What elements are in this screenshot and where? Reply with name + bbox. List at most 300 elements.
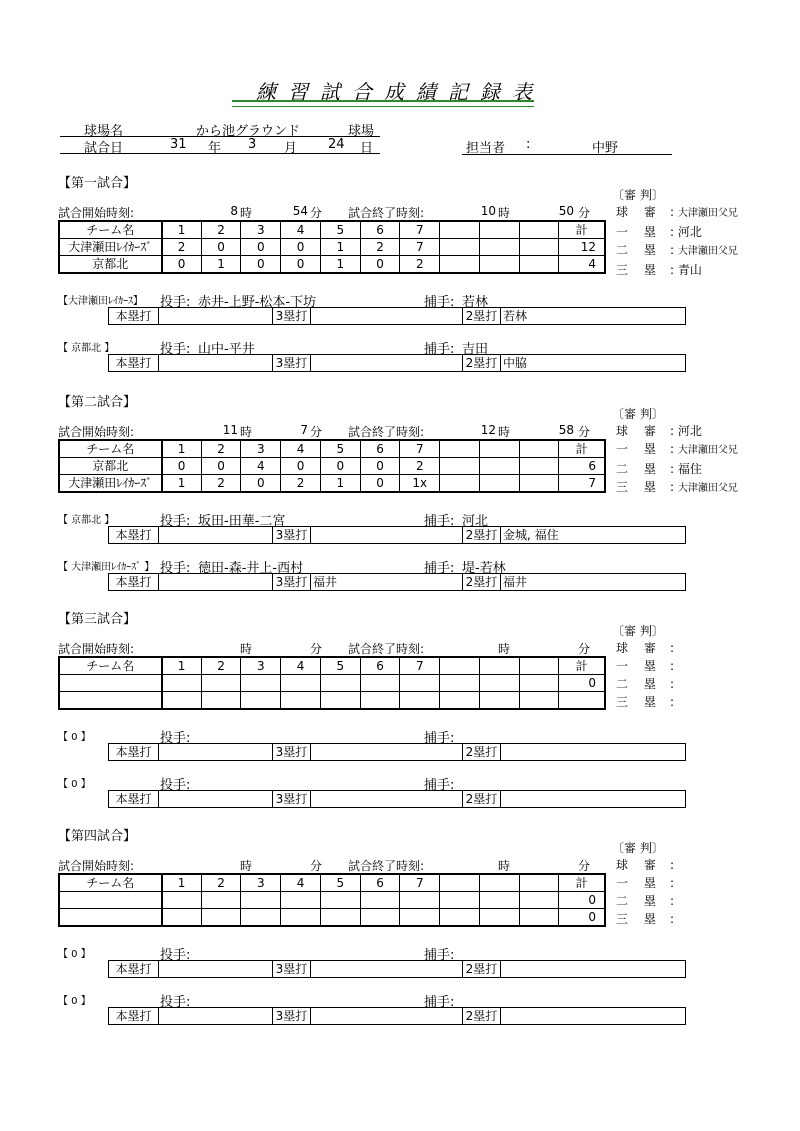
team-name — [59, 692, 162, 710]
inning-score: 2 — [201, 475, 241, 493]
empty-cell — [440, 239, 480, 256]
start-time-label: 試合開始時刻: — [58, 859, 135, 873]
inning-score: 1 — [162, 475, 202, 493]
inning-header: 7 — [400, 874, 440, 892]
umpire-colon: : — [670, 205, 675, 219]
inning-score — [162, 892, 202, 909]
empty-cell — [440, 458, 480, 475]
empty-cell — [479, 221, 519, 239]
catcher-label: 捕手: — [424, 295, 455, 310]
home-run-label: 本塁打 — [109, 961, 159, 978]
empty-cell — [440, 675, 480, 692]
venue-suffix: 球場 — [348, 124, 375, 139]
triple-players — [311, 791, 463, 808]
empty-cell — [519, 475, 559, 493]
double-players: 中脇 — [501, 355, 686, 372]
empty-cell — [479, 657, 519, 675]
hits-row — [109, 308, 686, 325]
inning-score — [241, 692, 281, 710]
inning-score — [241, 909, 281, 927]
inning-score — [400, 692, 440, 710]
manager-name: 中野 — [592, 141, 619, 156]
start-hour: 8 — [230, 204, 238, 218]
scoreboard-row — [59, 892, 605, 909]
triple-players — [311, 527, 463, 544]
team-name — [59, 892, 162, 909]
inning-score: 0 — [162, 458, 202, 475]
empty-cell — [479, 675, 519, 692]
home-run-players — [159, 961, 273, 978]
triple-label: 3塁打 — [273, 527, 311, 544]
pitcher-label: 投手: — [160, 731, 191, 746]
inning-score: 2 — [360, 239, 400, 256]
inning-score: 0 — [241, 256, 281, 274]
end-minute-unit: 分 — [578, 642, 591, 656]
team-name: 京都北 — [59, 256, 162, 274]
inning-score: 7 — [400, 239, 440, 256]
catcher-label: 捕手: — [424, 514, 455, 529]
inning-score: 1 — [320, 239, 360, 256]
umpire-position: 二 塁 — [616, 462, 662, 476]
double-players — [501, 791, 686, 808]
empty-cell — [479, 475, 519, 493]
umpire-row — [616, 892, 674, 910]
start-hour: 11 — [222, 423, 238, 437]
umpire-name: 大津瀬田父兄 — [677, 445, 738, 456]
inning-score: 0 — [241, 475, 281, 493]
team-name-header: チーム名 — [59, 657, 162, 675]
total-header: 計 — [559, 657, 605, 675]
battery-team-bracket: 【 京都北 】 — [58, 515, 115, 526]
inning-score — [400, 909, 440, 927]
empty-cell — [479, 458, 519, 475]
title-underline — [232, 100, 534, 107]
umpire-list — [616, 639, 674, 711]
catcher-label: 捕手: — [424, 948, 455, 963]
hits-table — [108, 743, 686, 761]
inning-score — [400, 892, 440, 909]
empty-cell — [440, 874, 480, 892]
team-name: 大津瀬田ﾚｲｶｰｽﾞ — [59, 239, 162, 256]
inning-score: 1 — [320, 475, 360, 493]
team-name-header: チーム名 — [59, 221, 162, 239]
catcher-label: 捕手: — [424, 731, 455, 746]
inning-header: 5 — [320, 657, 360, 675]
umpire-row — [616, 422, 738, 440]
team-name: 京都北 — [59, 458, 162, 475]
triple-label: 3塁打 — [273, 961, 311, 978]
inning-score — [201, 692, 241, 710]
home-run-label: 本塁打 — [109, 355, 159, 372]
empty-cell — [440, 221, 480, 239]
pitcher-names: 山中-平井 — [198, 342, 255, 357]
inning-score — [201, 909, 241, 927]
inning-score: 0 — [162, 256, 202, 274]
pitcher-label: 投手: — [160, 514, 191, 529]
hits-table — [108, 790, 686, 808]
inning-score — [360, 892, 400, 909]
pitcher-label: 投手: — [160, 561, 191, 576]
umpire-row — [616, 223, 738, 241]
start-hour-unit: 時 — [240, 859, 253, 873]
manager-colon: : — [526, 137, 531, 152]
inning-score — [281, 892, 321, 909]
start-time-label: 試合開始時刻: — [58, 425, 135, 439]
hits-row — [109, 961, 686, 978]
inning-header: 2 — [201, 221, 241, 239]
catcher-names: 河北 — [462, 514, 489, 529]
home-run-label: 本塁打 — [109, 791, 159, 808]
scoreboard-header-row — [59, 440, 605, 458]
battery-team-bracket: 【 0 】 — [58, 779, 91, 790]
umpire-row — [616, 203, 738, 223]
total-header: 計 — [559, 440, 605, 458]
inning-score: 0 — [281, 458, 321, 475]
battery-team-bracket: 【大津瀬田ﾚｲｶｰｽ】 — [58, 296, 143, 307]
umpire-colon: : — [670, 442, 675, 456]
total-runs: 0 — [559, 909, 605, 927]
empty-cell — [519, 440, 559, 458]
inning-score — [320, 692, 360, 710]
end-minute-unit: 分 — [578, 206, 591, 220]
inning-header: 6 — [360, 874, 400, 892]
double-label: 2塁打 — [463, 744, 501, 761]
umpire-position: 球 審 — [616, 641, 662, 655]
total-runs: 4 — [559, 256, 605, 274]
end-hour-unit: 時 — [498, 206, 511, 220]
pitcher-names: 坂田-田華-二宮 — [198, 514, 286, 529]
double-players: 福井 — [501, 574, 686, 591]
umpire-colon: : — [670, 876, 675, 890]
inning-header: 6 — [360, 440, 400, 458]
total-header: 計 — [559, 874, 605, 892]
battery-team-bracket: 【 0 】 — [58, 949, 91, 960]
empty-cell — [479, 909, 519, 927]
total-runs: 0 — [559, 675, 605, 692]
inning-score — [320, 892, 360, 909]
inning-score: 0 — [360, 256, 400, 274]
date-label: 試合日 — [84, 141, 124, 156]
empty-cell — [440, 475, 480, 493]
manager-label: 担当者 — [466, 141, 506, 156]
double-players — [501, 961, 686, 978]
inning-score: 0 — [201, 458, 241, 475]
end-time-label: 試合終了時刻: — [348, 859, 425, 873]
umpire-row — [616, 478, 738, 498]
total-runs: 6 — [559, 458, 605, 475]
inning-header: 4 — [281, 657, 321, 675]
umpire-colon: : — [670, 677, 675, 691]
umpire-colon: : — [670, 480, 675, 494]
inning-header: 1 — [162, 874, 202, 892]
inning-score — [162, 909, 202, 927]
scoreboard — [58, 656, 606, 710]
umpire-name: 福住 — [677, 462, 702, 476]
umpire-name: 大津瀬田父兄 — [677, 483, 738, 494]
triple-label: 3塁打 — [273, 1008, 311, 1025]
pitcher-names: 赤井-上野-松本-下坊 — [198, 295, 317, 310]
inning-header: 6 — [360, 657, 400, 675]
end-hour-unit: 時 — [498, 859, 511, 873]
inning-header: 2 — [201, 440, 241, 458]
catcher-label: 捕手: — [424, 995, 455, 1010]
home-run-players — [159, 791, 273, 808]
home-run-players — [159, 744, 273, 761]
home-run-label: 本塁打 — [109, 574, 159, 591]
umpire-colon: : — [670, 462, 675, 476]
date-month: 3 — [248, 137, 257, 152]
double-label: 2塁打 — [463, 1008, 501, 1025]
team-name — [59, 675, 162, 692]
end-minute: 58 — [558, 423, 574, 437]
inning-score: 2 — [400, 458, 440, 475]
inning-score — [162, 692, 202, 710]
inning-header: 7 — [400, 440, 440, 458]
total-runs — [559, 692, 605, 710]
catcher-names: 吉田 — [462, 342, 489, 357]
empty-cell — [440, 909, 480, 927]
umpire-name: 大津瀬田父兄 — [677, 246, 738, 257]
umpire-colon: : — [670, 263, 675, 277]
double-players — [501, 744, 686, 761]
double-players: 金城, 福住 — [501, 527, 686, 544]
start-hour-unit: 時 — [240, 425, 253, 439]
inning-header: 5 — [320, 440, 360, 458]
umpire-colon: : — [670, 858, 675, 872]
umpire-row — [616, 261, 738, 279]
start-minute: 54 — [292, 204, 308, 218]
scoreboard-row — [59, 458, 605, 475]
double-players — [501, 1008, 686, 1025]
umpire-colon: : — [670, 424, 675, 438]
inning-header: 4 — [281, 874, 321, 892]
home-run-label: 本塁打 — [109, 1008, 159, 1025]
triple-players — [311, 961, 463, 978]
inning-score — [281, 909, 321, 927]
umpire-position: 三 塁 — [616, 912, 662, 926]
double-label: 2塁打 — [463, 355, 501, 372]
inning-header: 5 — [320, 874, 360, 892]
inning-header: 3 — [241, 874, 281, 892]
umpire-position: 一 塁 — [616, 659, 662, 673]
empty-cell — [519, 892, 559, 909]
start-minute-unit: 分 — [310, 206, 323, 220]
empty-cell — [440, 892, 480, 909]
empty-cell — [479, 692, 519, 710]
inning-header: 7 — [400, 657, 440, 675]
end-minute: 50 — [558, 204, 574, 218]
empty-cell — [519, 909, 559, 927]
inning-score — [360, 675, 400, 692]
scoreboard-header-row — [59, 874, 605, 892]
catcher-label: 捕手: — [424, 342, 455, 357]
empty-cell — [440, 692, 480, 710]
triple-label: 3塁打 — [273, 308, 311, 325]
home-run-players — [159, 1008, 273, 1025]
team-name: 大津瀬田ﾚｲｶｰｽﾞ — [59, 475, 162, 493]
scoreboard-header-row — [59, 657, 605, 675]
umpire-colon: : — [670, 243, 675, 257]
total-runs: 0 — [559, 892, 605, 909]
umpire-row — [616, 639, 674, 657]
umpire-list — [616, 856, 674, 928]
pitcher-label: 投手: — [160, 948, 191, 963]
catcher-names: 若林 — [462, 295, 489, 310]
empty-cell — [479, 256, 519, 274]
inning-score: 0 — [360, 475, 400, 493]
scoreboard-row — [59, 475, 605, 493]
umpire-position: 一 塁 — [616, 225, 662, 239]
hits-table — [108, 573, 686, 591]
game-section-title: 【第三試合】 — [58, 612, 137, 627]
pitcher-label: 投手: — [160, 778, 191, 793]
umpire-name: 河北 — [677, 424, 702, 438]
home-run-label: 本塁打 — [109, 308, 159, 325]
start-time-label: 試合開始時刻: — [58, 642, 135, 656]
inning-score: 2 — [281, 475, 321, 493]
home-run-players — [159, 527, 273, 544]
scoreboard-row — [59, 256, 605, 274]
end-hour: 12 — [480, 423, 496, 437]
end-hour-unit: 時 — [498, 642, 511, 656]
pitcher-label: 投手: — [160, 295, 191, 310]
umpire-colon: : — [670, 912, 675, 926]
umpire-row — [616, 460, 738, 478]
scoreboard-row — [59, 909, 605, 927]
triple-label: 3塁打 — [273, 791, 311, 808]
home-run-players — [159, 355, 273, 372]
end-minute-unit: 分 — [578, 425, 591, 439]
inning-header: 6 — [360, 221, 400, 239]
inning-score: 0 — [281, 239, 321, 256]
inning-score — [360, 909, 400, 927]
umpire-position: 一 塁 — [616, 876, 662, 890]
hits-table — [108, 960, 686, 978]
hits-row — [109, 744, 686, 761]
umpire-name: 大津瀬田父兄 — [677, 208, 738, 219]
inning-header: 1 — [162, 657, 202, 675]
date-underline — [60, 153, 380, 154]
umpire-name: 河北 — [677, 225, 702, 239]
empty-cell — [519, 458, 559, 475]
start-hour-unit: 時 — [240, 206, 253, 220]
umpire-position: 二 塁 — [616, 677, 662, 691]
empty-cell — [519, 657, 559, 675]
scoreboard-row — [59, 692, 605, 710]
umpire-colon: : — [670, 894, 675, 908]
team-name — [59, 909, 162, 927]
home-run-players — [159, 574, 273, 591]
catcher-label: 捕手: — [424, 561, 455, 576]
hits-table — [108, 307, 686, 325]
inning-score: 0 — [281, 256, 321, 274]
umpire-colon: : — [670, 695, 675, 709]
hits-table — [108, 526, 686, 544]
umpire-name: 青山 — [677, 263, 702, 277]
inning-header: 4 — [281, 440, 321, 458]
inning-score: 0 — [360, 458, 400, 475]
scoreboard-row — [59, 675, 605, 692]
game-section-title: 【第二試合】 — [58, 395, 137, 410]
inning-score: 4 — [241, 458, 281, 475]
umpire-position: 二 塁 — [616, 894, 662, 908]
hits-table — [108, 354, 686, 372]
game-section-title: 【第一試合】 — [58, 176, 137, 191]
inning-header: 2 — [201, 874, 241, 892]
total-runs: 12 — [559, 239, 605, 256]
double-label: 2塁打 — [463, 961, 501, 978]
end-time-label: 試合終了時刻: — [348, 206, 425, 220]
empty-cell — [479, 892, 519, 909]
umpire-position: 球 審 — [616, 205, 662, 219]
inning-score — [360, 692, 400, 710]
home-run-label: 本塁打 — [109, 744, 159, 761]
inning-header: 2 — [201, 657, 241, 675]
inning-score: 2 — [162, 239, 202, 256]
inning-score — [320, 675, 360, 692]
scoreboard — [58, 439, 606, 493]
triple-players — [311, 744, 463, 761]
venue-label: 球場名 — [84, 124, 124, 139]
date-day-unit: 日 — [360, 141, 374, 156]
empty-cell — [479, 440, 519, 458]
empty-cell — [440, 256, 480, 274]
empty-cell — [519, 256, 559, 274]
triple-players — [311, 1008, 463, 1025]
umpire-row — [616, 693, 674, 711]
umpire-position: 二 塁 — [616, 243, 662, 257]
empty-cell — [479, 874, 519, 892]
scoreboard-row — [59, 239, 605, 256]
inning-score — [320, 909, 360, 927]
catcher-label: 捕手: — [424, 778, 455, 793]
empty-cell — [519, 675, 559, 692]
umpire-list — [616, 422, 738, 498]
hits-row — [109, 791, 686, 808]
end-hour: 10 — [480, 204, 496, 218]
umpire-header: 〔審 判〕 — [612, 624, 664, 638]
hits-row — [109, 527, 686, 544]
battery-team-bracket: 【 大津瀬田ﾚｲｶｰｽﾞ 】 — [58, 562, 155, 573]
double-players: 若林 — [501, 308, 686, 325]
game-section-title: 【第四試合】 — [58, 829, 137, 844]
hits-row — [109, 1008, 686, 1025]
inning-header: 4 — [281, 221, 321, 239]
umpire-list — [616, 203, 738, 279]
start-minute-unit: 分 — [310, 859, 323, 873]
hits-table — [108, 1007, 686, 1025]
empty-cell — [519, 874, 559, 892]
inning-header: 3 — [241, 440, 281, 458]
pitcher-names: 徳田-森-井上-西村 — [198, 561, 304, 576]
triple-label: 3塁打 — [273, 574, 311, 591]
umpire-row — [616, 910, 674, 928]
inning-score — [281, 675, 321, 692]
inning-header: 1 — [162, 440, 202, 458]
triple-label: 3塁打 — [273, 355, 311, 372]
umpire-position: 一 塁 — [616, 442, 662, 456]
total-header: 計 — [559, 221, 605, 239]
battery-team-bracket: 【 0 】 — [58, 996, 91, 1007]
empty-cell — [440, 657, 480, 675]
start-minute: 7 — [300, 423, 308, 437]
umpire-header: 〔審 判〕 — [612, 407, 664, 421]
inning-header: 5 — [320, 221, 360, 239]
umpire-position: 球 審 — [616, 424, 662, 438]
home-run-players — [159, 308, 273, 325]
team-name-header: チーム名 — [59, 874, 162, 892]
umpire-position: 三 塁 — [616, 695, 662, 709]
